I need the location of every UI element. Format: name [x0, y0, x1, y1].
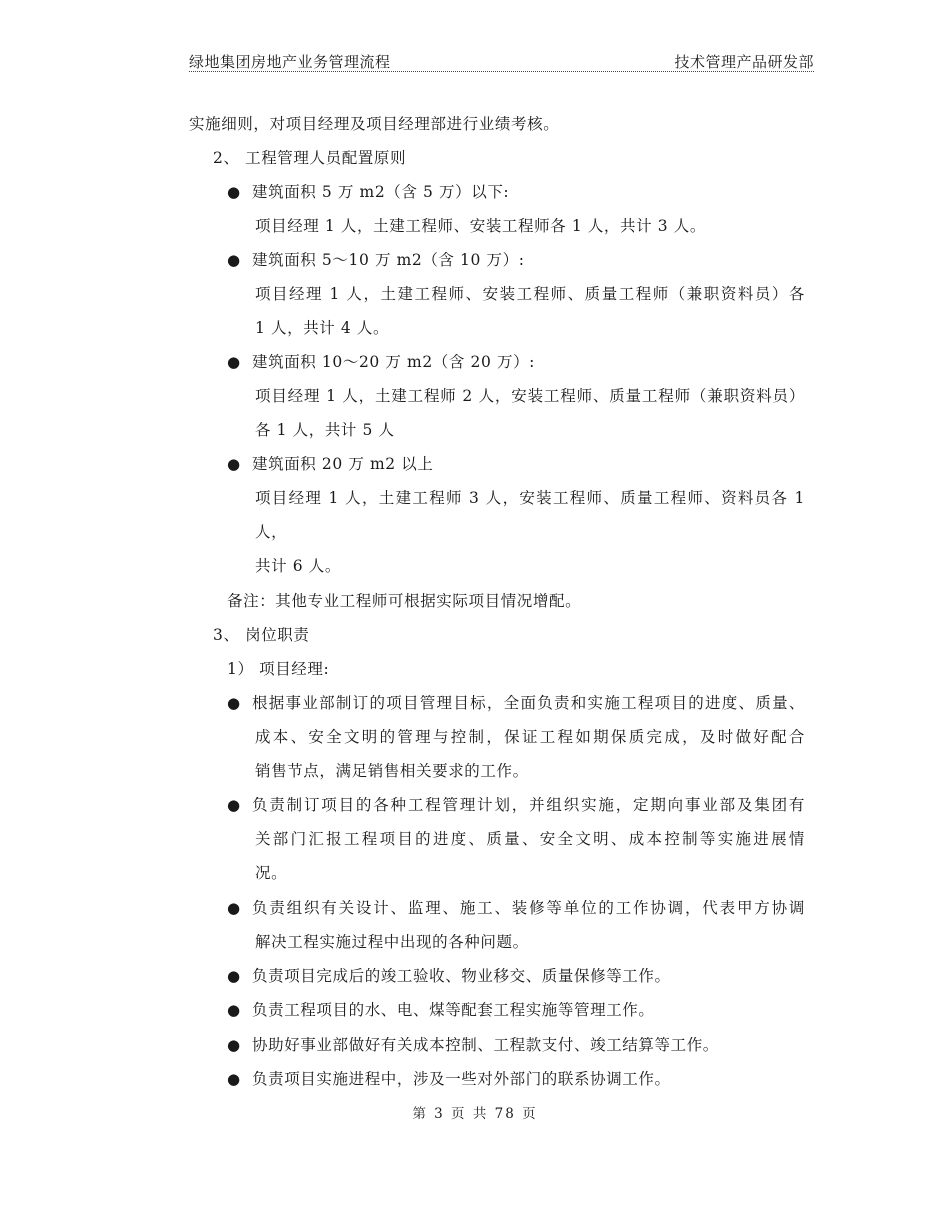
paragraph-line: 项目经理 1 人，土建工程师、安装工程师、质量工程师（兼职资料员）各 — [255, 285, 805, 303]
paragraph-line: 销售节点，满足销售相关要求的工作。 — [255, 762, 529, 780]
section-heading: 3、 岗位职责 — [213, 626, 310, 644]
paragraph-line: 实施细则，对项目经理及项目经理部进行业绩考核。 — [189, 115, 560, 133]
section-heading: 2、 工程管理人员配置原则 — [213, 149, 407, 167]
bullet-icon: ● — [227, 183, 241, 201]
paragraph-line: 成本、安全文明的管理与控制，保证工程如期保质完成，及时做好配合 — [255, 728, 805, 746]
header-department: 技术管理产品研发部 — [674, 53, 814, 71]
paragraph-line: 各 1 人，共计 5 人 — [255, 421, 395, 439]
bullet-icon: ● — [227, 251, 241, 269]
paragraph-line: 项目经理 1 人，土建工程师 2 人，安装工程师、质量工程师（兼职资料员） — [255, 387, 805, 405]
bullet-icon: ● — [227, 899, 241, 917]
list-item: 负责项目完成后的竣工验收、物业移交、质量保修等工作。 — [252, 967, 671, 985]
paragraph-line: 共计 6 人。 — [255, 557, 341, 575]
bullet-icon: ● — [227, 1070, 241, 1088]
list-item: 负责制订项目的各种工程管理计划，并组织实施，定期向事业部及集团有 — [252, 796, 805, 814]
list-item: 根据事业部制订的项目管理目标，全面负责和实施工程项目的进度、质量、 — [252, 694, 805, 712]
bullet-icon: ● — [227, 1001, 241, 1019]
paragraph-line: 解决工程实施过程中出现的各种问题。 — [255, 933, 529, 951]
bullet-icon: ● — [227, 353, 241, 371]
list-item: 建筑面积 5 万 m2（含 5 万）以下: — [252, 183, 510, 201]
paragraph-line: 项目经理 1 人，土建工程师 3 人，安装工程师、质量工程师、资料员各 1 — [255, 489, 805, 507]
subsection-heading: 1） 项目经理: — [227, 660, 330, 678]
paragraph-line: 况。 — [255, 864, 288, 882]
list-item: 建筑面积 5～10 万 m2（含 10 万）: — [252, 251, 525, 269]
bullet-icon: ● — [227, 694, 241, 712]
bullet-icon: ● — [227, 455, 241, 473]
page-header — [189, 49, 814, 72]
list-item: 负责项目实施进程中，涉及一些对外部门的联系协调工作。 — [252, 1070, 671, 1088]
paragraph-line: 项目经理 1 人，土建工程师、安装工程师各 1 人，共计 3 人。 — [255, 217, 706, 235]
list-item: 负责组织有关设计、监理、施工、装修等单位的工作协调，代表甲方协调 — [252, 899, 805, 917]
list-item: 建筑面积 20 万 m2 以上 — [252, 455, 434, 473]
paragraph-line: 1 人，共计 4 人。 — [255, 319, 390, 337]
list-item: 协助好事业部做好有关成本控制、工程款支付、竣工结算等工作。 — [252, 1036, 719, 1054]
list-item: 负责工程项目的水、电、煤等配套工程实施等管理工作。 — [252, 1001, 655, 1019]
bullet-icon: ● — [227, 1036, 241, 1054]
header-title: 绿地集团房地产业务管理流程 — [189, 53, 391, 71]
list-item: 建筑面积 10～20 万 m2（含 20 万）: — [252, 353, 535, 371]
bullet-icon: ● — [227, 967, 241, 985]
bullet-icon: ● — [227, 796, 241, 814]
paragraph-line: 人， — [255, 523, 288, 541]
page-number-footer: 第 3 页 共 78 页 — [412, 1106, 538, 1122]
note-line: 备注：其他专业工程师可根据实际项目情况增配。 — [227, 592, 582, 610]
paragraph-line: 关部门汇报工程项目的进度、质量、安全文明、成本控制等实施进展情 — [255, 830, 805, 848]
